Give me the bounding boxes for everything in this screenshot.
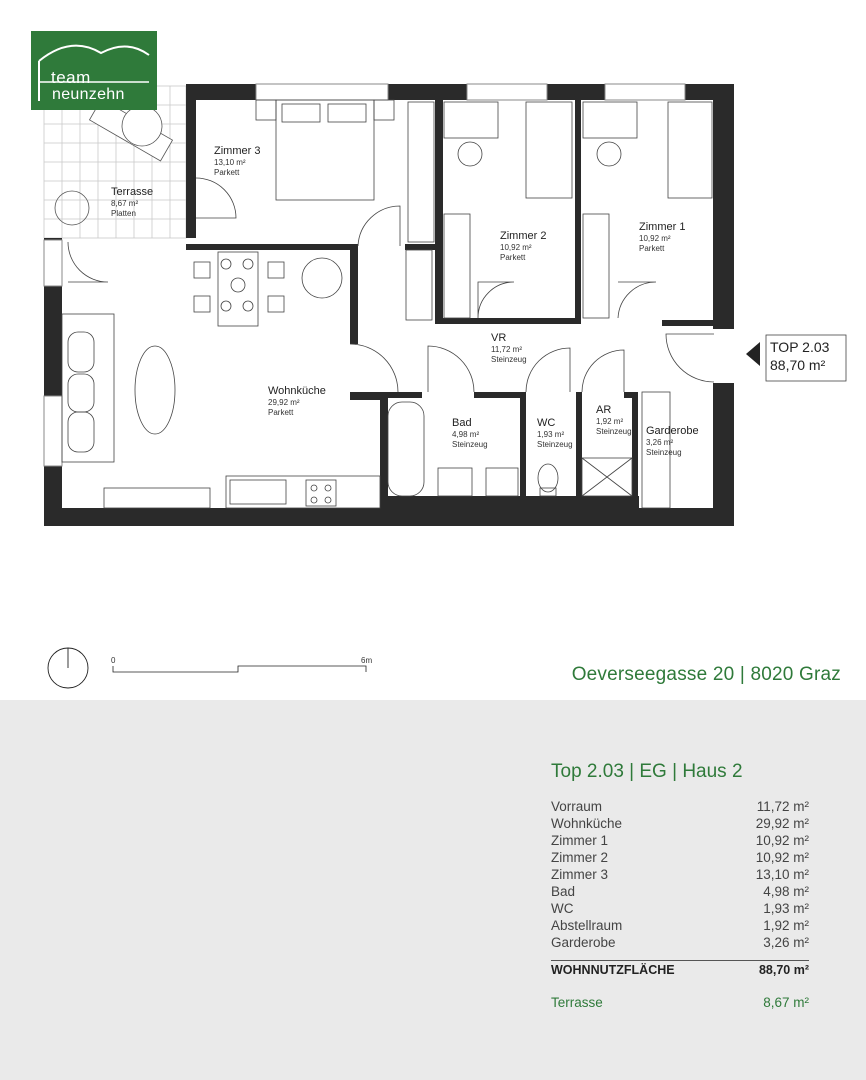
unit-tag-area: 88,70 m² — [770, 356, 826, 373]
total-row — [551, 960, 809, 977]
area-row: WC 1,93 m² — [551, 901, 809, 916]
room-label-terrasse: Terrasse 8,67 m² Platten — [111, 186, 154, 218]
brand-logo — [31, 31, 157, 110]
address: Oeverseegasse 20 | 8020 Graz — [571, 664, 841, 685]
unit-title: Top 2.03 | EG | Haus 2 — [551, 761, 743, 782]
entry-arrow — [746, 342, 760, 366]
area-row: Vorraum 11,72 m² — [551, 799, 809, 814]
area-table — [551, 798, 809, 951]
unit-tag-number: TOP 2.03 — [770, 339, 830, 355]
room-label-zimmer2: Zimmer 2 10,92 m² Parkett — [500, 230, 547, 262]
room-label-wohnkueche: Wohnküche 29,92 m² Parkett — [268, 385, 326, 417]
room-label-zimmer3: Zimmer 3 13,10 m² Parkett — [214, 145, 261, 177]
area-row: Garderobe 3,26 m² — [551, 935, 809, 950]
door-swings — [68, 178, 714, 392]
area-row: Zimmer 1 10,92 m² — [551, 833, 809, 848]
area-row: Wohnküche 29,92 m² — [551, 816, 809, 831]
total-label: WOHNNUTZFLÄCHE — [551, 963, 675, 977]
logo-line2: neunzehn — [52, 86, 125, 103]
scale-start-label: 0 — [111, 656, 116, 665]
area-row: Zimmer 3 13,10 m² — [551, 867, 809, 882]
terrace-value: 8,67 m² — [763, 995, 809, 1010]
room-label-garderobe: Garderobe 3,26 m² Steinzeug — [646, 425, 699, 457]
room-label-zimmer1: Zimmer 1 10,92 m² Parkett — [639, 221, 686, 253]
area-row: Bad 4,98 m² — [551, 884, 809, 899]
total-value: 88,70 m² — [758, 963, 809, 977]
room-label-ar: AR 1,92 m² Steinzeug — [596, 404, 632, 436]
terrace-row — [551, 995, 809, 1010]
scale-bar — [113, 666, 366, 672]
area-row: Abstellraum 1,92 m² — [551, 918, 809, 933]
unit-tag — [770, 339, 829, 374]
area-row: Zimmer 2 10,92 m² — [551, 850, 809, 865]
scale-end-label: 6m — [361, 656, 373, 665]
room-label-vr: VR 11,72 m² Steinzeug — [491, 332, 527, 364]
logo-line1: team — [51, 68, 91, 87]
compass — [48, 648, 88, 688]
room-label-bad: Bad 4,98 m² Steinzeug — [452, 417, 488, 449]
room-label-wc: WC 1,93 m² Steinzeug — [537, 417, 573, 449]
terrace-label: Terrasse — [551, 995, 603, 1010]
